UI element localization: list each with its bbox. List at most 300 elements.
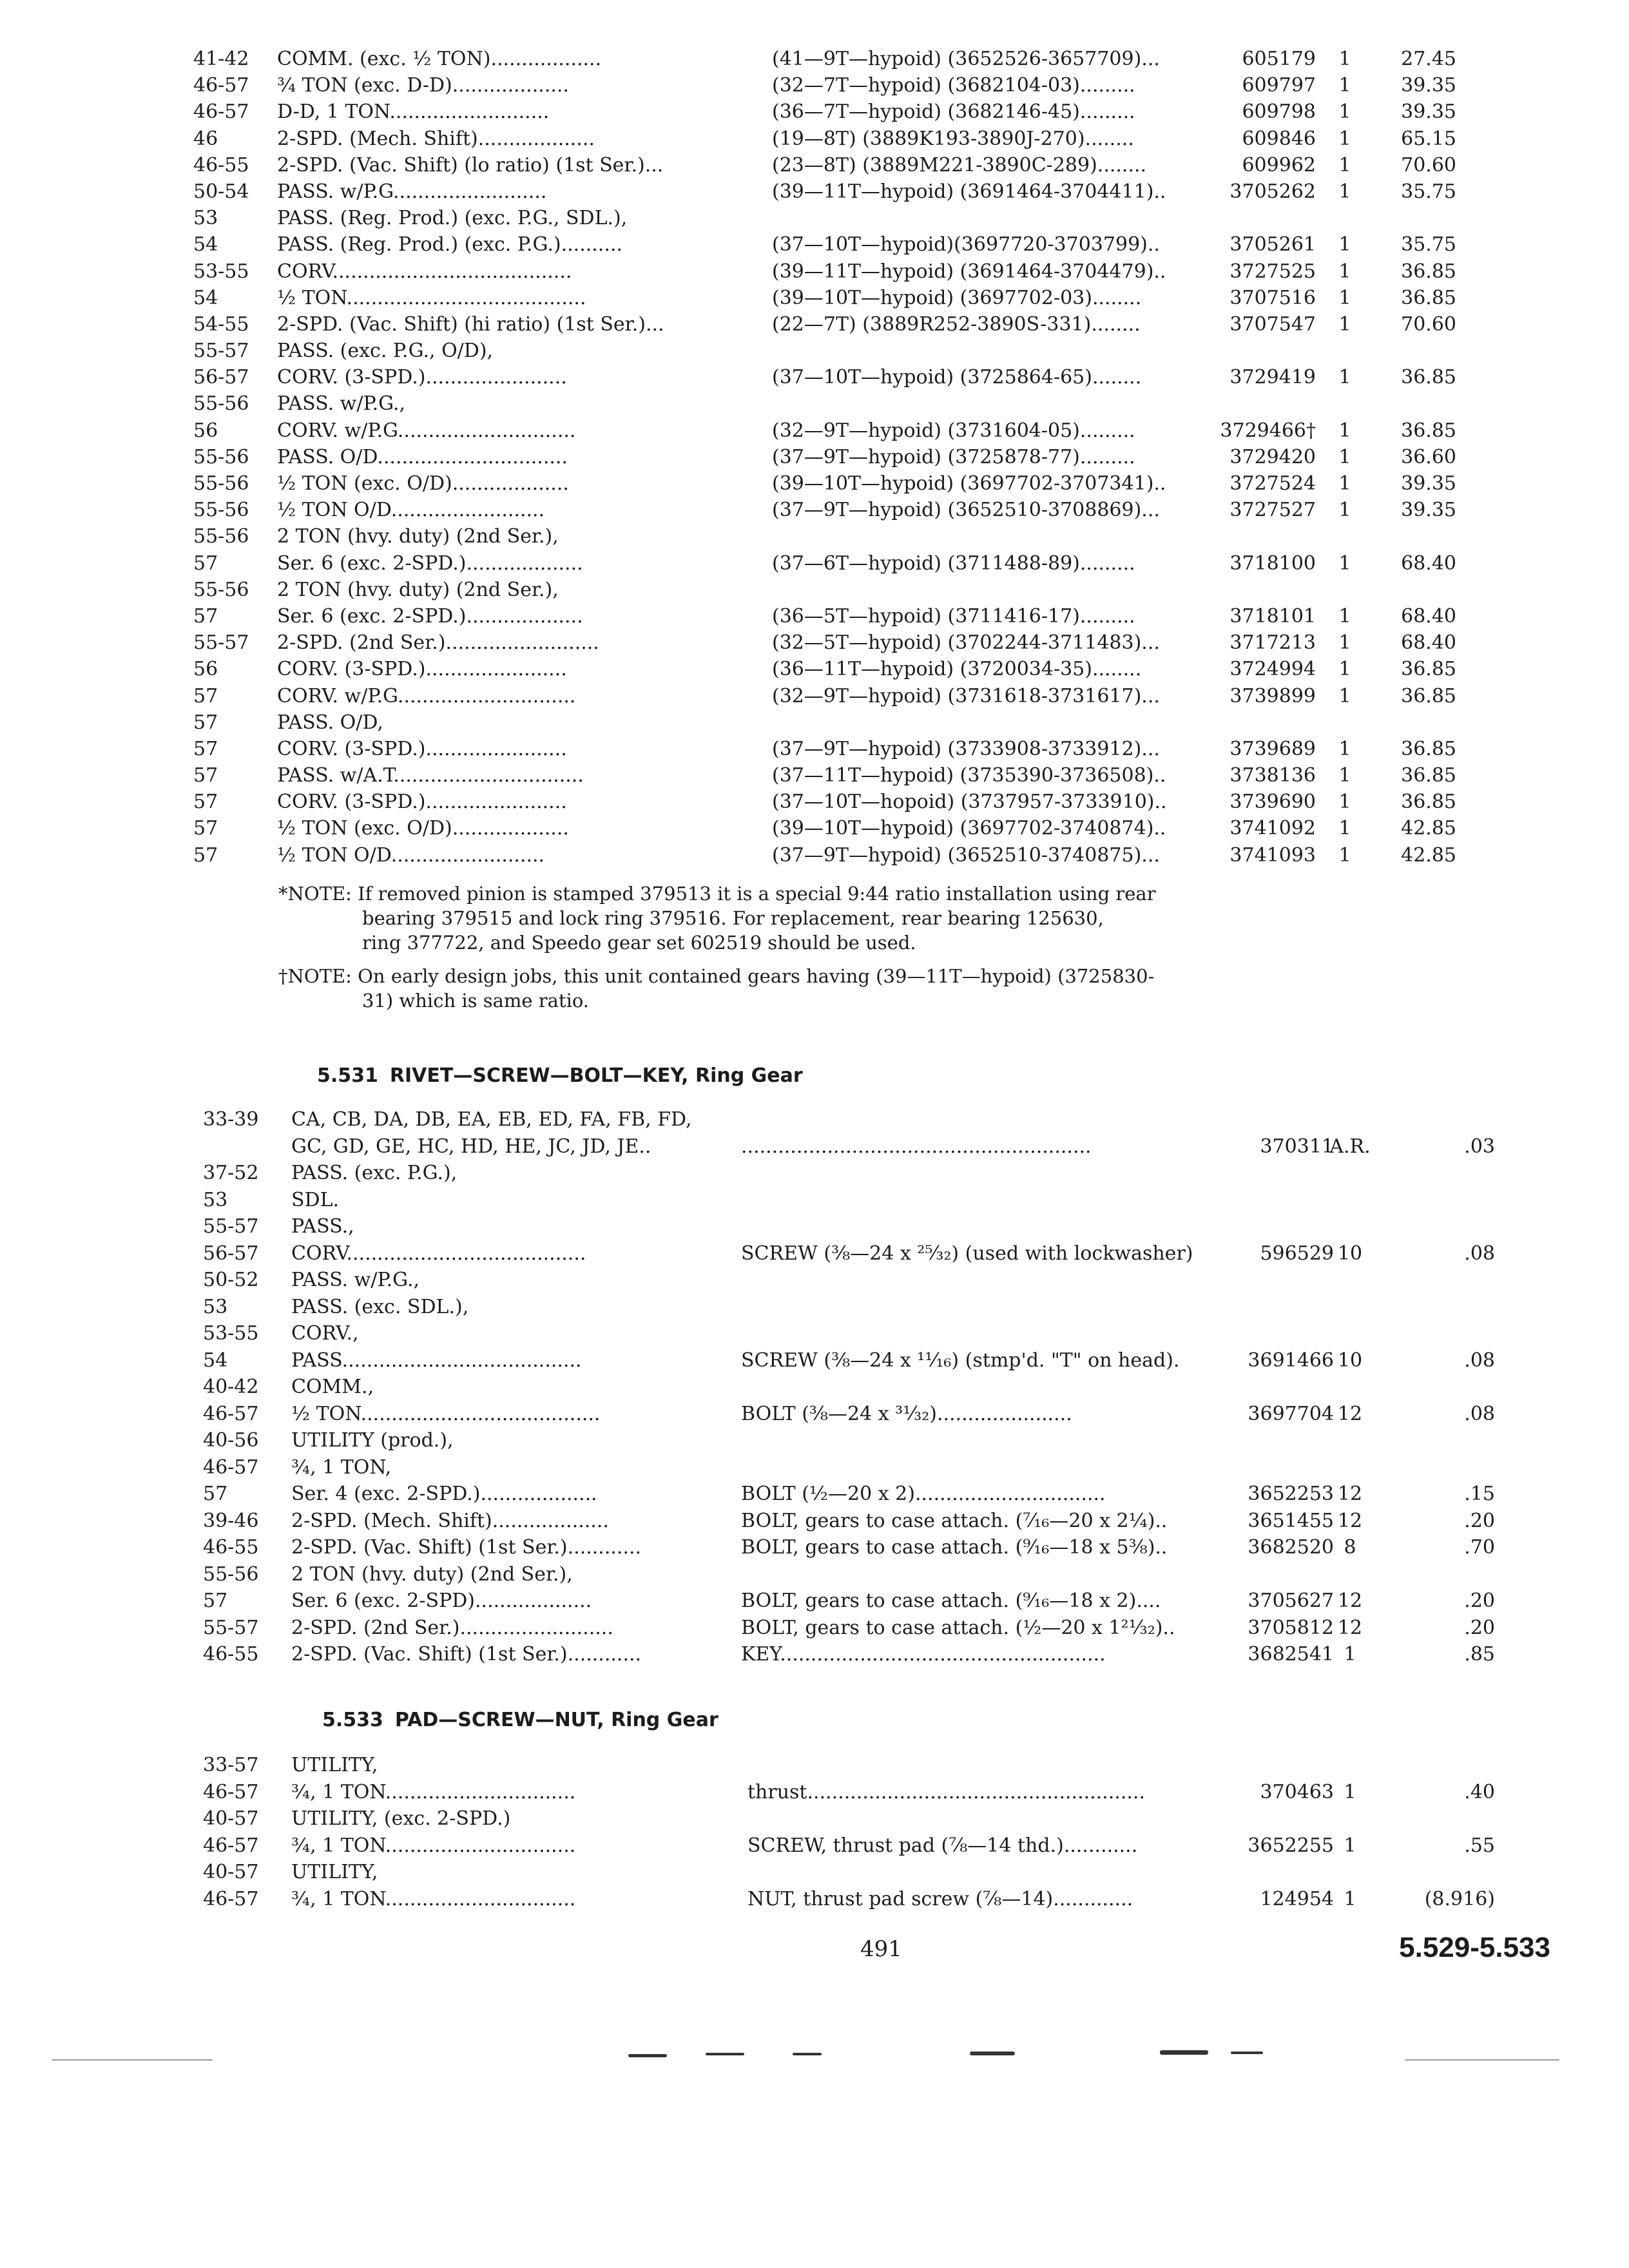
part-description: (37—10T—hypoid) (3725864-65)........ — [772, 366, 1142, 389]
section-533-title: PAD—SCREW—NUT, Ring Gear — [394, 1709, 718, 1731]
table-row — [0, 1806, 1629, 1833]
part-number: 3741092 — [1229, 817, 1316, 840]
model-description: CORV. (3-SPD.)....................... — [277, 737, 567, 760]
part-description: (39—11T—hypoid) (3691464-3704479).. — [772, 260, 1166, 283]
part-number: 3727525 — [1229, 260, 1316, 283]
part-description: ......................................................... — [741, 1135, 1092, 1158]
table-row — [0, 736, 1629, 763]
model-description: 2 TON (hvy. duty) (2nd Ser.), — [277, 578, 559, 601]
part-number: 3729419 — [1229, 366, 1316, 389]
model-description: Ser. 6 (exc. 2-SPD.)................... — [277, 552, 583, 575]
price: .20 — [1464, 1509, 1495, 1532]
table-row — [0, 126, 1629, 153]
year-range: 40-57 — [203, 1861, 259, 1883]
part-number: 3718100 — [1229, 552, 1316, 575]
price: .15 — [1464, 1483, 1495, 1505]
year-range: 33-39 — [203, 1108, 259, 1131]
part-description: (32—7T—hypoid) (3682104-03)......... — [772, 74, 1135, 97]
price: .85 — [1464, 1643, 1495, 1666]
table-row — [0, 1833, 1629, 1860]
part-number: 370311 — [1260, 1135, 1334, 1158]
price: .03 — [1464, 1135, 1495, 1158]
quantity: 1 — [1338, 472, 1351, 495]
part-number: 609846 — [1242, 127, 1316, 150]
year-range: 46-57 — [193, 74, 249, 97]
scan-artifact — [1231, 2052, 1263, 2054]
table-row — [0, 1615, 1629, 1642]
year-range: 57 — [193, 552, 218, 575]
year-range: 57 — [193, 737, 218, 760]
model-description: PASS. w/P.G., — [277, 392, 406, 416]
model-description: Ser. 6 (exc. 2-SPD)................... — [291, 1590, 592, 1612]
part-description: (39—10T—hypoid) (3697702-03)........ — [772, 286, 1142, 309]
model-description: ½ TON O/D......................... — [277, 499, 545, 522]
part-description: (22—7T) (3889R252-3890S-331)........ — [772, 312, 1141, 336]
model-description: ½ TON (exc. O/D)................... — [277, 817, 569, 840]
model-description: 2-SPD. (2nd Ser.)......................... — [291, 1616, 613, 1639]
table-row — [0, 73, 1629, 99]
model-description: UTILITY, — [291, 1754, 378, 1776]
year-range: 54 — [193, 286, 218, 309]
model-description: CORV. (3-SPD.)....................... — [277, 658, 567, 681]
quantity: 1 — [1344, 1780, 1356, 1803]
model-description: ¾, 1 TON............................... — [291, 1780, 576, 1803]
quantity: 1 — [1338, 48, 1351, 70]
section-533-table — [0, 1753, 1629, 1913]
part-description: BOLT (⅜—24 x ³¹⁄₃₂)...................... — [741, 1402, 1072, 1425]
model-description: PASS. w/P.G......................... — [277, 180, 547, 203]
table-row — [0, 1455, 1629, 1482]
model-description: PASS. O/D............................... — [277, 445, 568, 468]
part-description: (32—5T—hypoid) (3702244-3711483)... — [772, 631, 1160, 655]
model-description: PASS. w/A.T............................... — [277, 764, 584, 787]
price: 36.85 — [1401, 658, 1456, 681]
section-531-table — [0, 1107, 1629, 1669]
price: .08 — [1464, 1402, 1495, 1425]
scan-artifact — [628, 2054, 667, 2057]
year-range: 55-56 — [193, 472, 249, 495]
note-1-line-1: *NOTE: If removed pinion is stamped 379513 it is a special 9:44 ratio installation using rear — [278, 883, 1156, 905]
table-row — [0, 285, 1629, 312]
scan-artifact — [52, 2059, 213, 2061]
year-range: 46-57 — [193, 101, 249, 124]
model-description: PASS. (exc. SDL.), — [291, 1295, 469, 1318]
year-range: 57 — [203, 1483, 228, 1505]
model-description: ½ TON (exc. O/D)................... — [277, 472, 569, 495]
part-number: 3727527 — [1229, 499, 1316, 522]
table-row — [0, 816, 1629, 842]
table-row — [0, 630, 1629, 657]
table-row — [0, 710, 1629, 736]
part-number: 3682520 — [1248, 1536, 1334, 1559]
table-row — [0, 843, 1629, 869]
part-description: KEY..................................................... — [741, 1643, 1106, 1666]
year-range: 46-57 — [203, 1834, 259, 1857]
model-description: 2-SPD. (Vac. Shift) (1st Ser.)............ — [291, 1643, 642, 1666]
table-row — [0, 1780, 1629, 1807]
quantity: 1 — [1338, 419, 1351, 442]
model-description: ½ TON O/D......................... — [277, 843, 545, 867]
model-description: CORV. w/P.G............................. — [277, 419, 576, 442]
table-row — [0, 524, 1629, 550]
table-row — [0, 312, 1629, 338]
price: .08 — [1464, 1349, 1495, 1372]
part-description: (23—8T) (3889M221-3890C-289)........ — [772, 153, 1147, 177]
year-range: 46-57 — [203, 1456, 259, 1479]
year-range: 55-57 — [203, 1215, 259, 1238]
part-number: 3652255 — [1248, 1834, 1334, 1857]
year-range: 46 — [193, 127, 218, 150]
table-row — [0, 338, 1629, 365]
model-description: PASS. O/D, — [277, 711, 383, 734]
section-531-title: RIVET—SCREW—BOLT—KEY, Ring Gear — [389, 1064, 803, 1087]
part-description: (37—10T—hopoid) (3737957-3733910).. — [772, 791, 1167, 814]
model-description: CA, CB, DA, DB, EA, EB, ED, FA, FB, FD, — [291, 1108, 692, 1131]
part-description: BOLT, gears to case attach. (⁹⁄₁₆—18 x 2).... — [741, 1590, 1161, 1612]
model-description: PASS. w/P.G., — [291, 1269, 420, 1291]
part-description: NUT, thrust pad screw (⅞—14)............. — [747, 1887, 1133, 1910]
model-description: PASS....................................... — [291, 1349, 582, 1372]
part-number: 370463 — [1260, 1780, 1334, 1803]
model-description: CORV....................................... — [277, 260, 572, 283]
price: .55 — [1464, 1834, 1495, 1857]
year-range: 50-52 — [203, 1269, 259, 1291]
part-description: (36—5T—hypoid) (3711416-17)......... — [772, 604, 1135, 628]
part-description: thrust....................................................... — [747, 1780, 1145, 1803]
part-number: 3697704 — [1248, 1402, 1334, 1425]
year-range: 56 — [193, 658, 218, 681]
part-number: 609797 — [1242, 74, 1316, 97]
price: 39.35 — [1401, 101, 1456, 124]
model-description: GC, GD, GE, HC, HD, HE, JC, JD, JE.. — [291, 1135, 651, 1158]
quantity: 1 — [1338, 791, 1351, 814]
model-description: PASS. (exc. P.G.), — [291, 1162, 458, 1184]
model-description: UTILITY, (exc. 2-SPD.) — [291, 1807, 511, 1830]
quantity: 1 — [1338, 843, 1351, 867]
part-description: (37—9T—hypoid) (3725878-77)......... — [772, 445, 1135, 468]
model-description: CORV. w/P.G............................. — [277, 684, 576, 707]
price: 70.60 — [1401, 312, 1456, 336]
table-row — [0, 1160, 1629, 1187]
model-description: 2-SPD. (Mech. Shift)................... — [291, 1509, 609, 1532]
table-row — [0, 471, 1629, 497]
part-number: 3707547 — [1229, 312, 1316, 336]
section-531-number: 5.531 — [317, 1064, 378, 1087]
table-row — [0, 1294, 1629, 1321]
price: (8.916) — [1424, 1887, 1495, 1910]
model-description: 2 TON (hvy. duty) (2nd Ser.), — [291, 1562, 573, 1586]
year-range: 55-56 — [193, 392, 249, 416]
part-number: 3682541 — [1248, 1643, 1334, 1666]
table-row — [0, 1134, 1629, 1161]
price: 39.35 — [1401, 472, 1456, 495]
part-number: 124954 — [1260, 1887, 1334, 1910]
part-description: SCREW, thrust pad (⅞—14 thd.)............ — [747, 1834, 1138, 1857]
price: 68.40 — [1401, 552, 1456, 575]
table-row — [0, 684, 1629, 710]
model-description: UTILITY, — [291, 1861, 378, 1883]
quantity: 1 — [1344, 1887, 1356, 1910]
section-531-heading — [317, 1064, 803, 1087]
quantity: 1 — [1338, 366, 1351, 389]
price: 36.85 — [1401, 684, 1456, 707]
year-range: 46-55 — [193, 153, 249, 177]
model-description: 2-SPD. (2nd Ser.)......................... — [277, 631, 599, 655]
table-row — [0, 1753, 1629, 1780]
year-range: 56 — [193, 419, 218, 442]
year-range: 53-55 — [203, 1322, 259, 1345]
quantity: 1 — [1338, 312, 1351, 336]
year-range: 54-55 — [193, 312, 249, 336]
part-description: (37—6T—hypoid) (3711488-89)......... — [772, 552, 1135, 575]
part-description: SCREW (⅜—24 x ¹¹⁄₁₆) (stmp'd. "T" on head). — [741, 1349, 1180, 1372]
table-row — [0, 206, 1629, 232]
year-range: 53-55 — [193, 260, 249, 283]
price: 36.60 — [1401, 445, 1456, 468]
price: 39.35 — [1401, 499, 1456, 522]
year-range: 46-57 — [203, 1402, 259, 1425]
part-number: 3705262 — [1229, 180, 1316, 203]
scan-artifact — [1160, 2050, 1208, 2055]
table-row — [0, 99, 1629, 126]
quantity: 1 — [1338, 101, 1351, 124]
model-description: Ser. 4 (exc. 2-SPD.)................... — [291, 1483, 597, 1505]
table-row — [0, 418, 1629, 445]
model-description: PASS. (Reg. Prod.) (exc. P.G., SDL.), — [277, 207, 628, 230]
part-description: (37—9T—hypoid) (3652510-3708869)... — [772, 499, 1160, 522]
part-description: (41—9T—hypoid) (3652526-3657709)... — [772, 48, 1160, 70]
quantity: 1 — [1338, 233, 1351, 256]
year-range: 57 — [193, 791, 218, 814]
price: 42.85 — [1401, 817, 1456, 840]
year-range: 46-55 — [203, 1536, 259, 1559]
year-range: 56-57 — [193, 366, 249, 389]
quantity: 10 — [1337, 1242, 1363, 1265]
table-row — [0, 1107, 1629, 1134]
model-description: ¾, 1 TON, — [291, 1456, 392, 1479]
part-number: 3707516 — [1229, 286, 1316, 309]
price: 36.85 — [1401, 764, 1456, 787]
year-range: 55-56 — [193, 578, 249, 601]
table-row — [0, 497, 1629, 524]
price: 39.35 — [1401, 74, 1456, 97]
part-description: (39—10T—hypoid) (3697702-3740874).. — [772, 817, 1166, 840]
price: 36.85 — [1401, 366, 1456, 389]
part-number: 3651455 — [1248, 1509, 1334, 1532]
model-description: COMM. (exc. ½ TON).................. — [277, 48, 602, 70]
model-description: 2-SPD. (Mech. Shift)................... — [277, 127, 595, 150]
part-number: 3705261 — [1229, 233, 1316, 256]
part-description: (37—11T—hypoid) (3735390-3736508).. — [772, 764, 1166, 787]
year-range: 55-57 — [193, 340, 249, 363]
price: .70 — [1464, 1536, 1495, 1559]
part-description: (37—9T—hypoid) (3733908-3733912)... — [772, 737, 1160, 760]
quantity: 1 — [1338, 499, 1351, 522]
table-row — [0, 1267, 1629, 1294]
part-description: BOLT, gears to case attach. (⁹⁄₁₆—18 x 5⅜).. — [741, 1536, 1168, 1559]
year-range: 57 — [193, 684, 218, 707]
section-range: 5.529-5.533 — [1399, 1932, 1550, 1963]
model-description: UTILITY (prod.), — [291, 1429, 454, 1452]
page-number: 491 — [860, 1936, 902, 1962]
quantity: 1 — [1344, 1643, 1356, 1666]
quantity: 1 — [1338, 445, 1351, 468]
year-range: 46-57 — [203, 1780, 259, 1803]
part-number: 3729466† — [1220, 419, 1316, 442]
price: 70.60 — [1401, 153, 1456, 177]
model-description: ¾, 1 TON............................... — [291, 1834, 576, 1857]
model-description: COMM., — [291, 1376, 374, 1398]
year-range: 57 — [193, 604, 218, 628]
part-description: (32—9T—hypoid) (3731618-3731617)... — [772, 684, 1160, 707]
quantity: 12 — [1337, 1590, 1363, 1612]
table-row — [0, 1348, 1629, 1375]
price: 65.15 — [1401, 127, 1456, 150]
quantity: 1 — [1338, 684, 1351, 707]
table-row — [0, 1508, 1629, 1535]
part-number: 3727524 — [1229, 472, 1316, 495]
part-number: 596529 — [1260, 1242, 1334, 1265]
model-description: D-D, 1 TON.......................... — [277, 101, 550, 124]
year-range: 33-57 — [203, 1754, 259, 1776]
price: 36.85 — [1401, 286, 1456, 309]
year-range: 57 — [193, 843, 218, 867]
quantity: 1 — [1338, 180, 1351, 203]
quantity: 1 — [1338, 74, 1351, 97]
table-row — [0, 763, 1629, 789]
quantity: 1 — [1344, 1834, 1356, 1857]
part-number: 3705812 — [1248, 1616, 1334, 1639]
section-533-heading — [322, 1709, 718, 1731]
quantity: 1 — [1338, 153, 1351, 177]
quantity: 12 — [1337, 1483, 1363, 1505]
quantity: 1 — [1338, 127, 1351, 150]
note-1-line-2: bearing 379515 and lock ring 379516. For replacement, rear bearing 125630, — [362, 907, 1104, 929]
table-row — [0, 46, 1629, 73]
quantity: 12 — [1337, 1402, 1363, 1425]
table-row — [0, 1535, 1629, 1562]
quantity: 12 — [1337, 1616, 1363, 1639]
model-description: CORV....................................... — [291, 1242, 586, 1265]
part-number: 3741093 — [1229, 843, 1316, 867]
year-range: 50-54 — [193, 180, 249, 203]
table-row — [0, 604, 1629, 630]
model-description: ¾ TON (exc. D-D)................... — [277, 74, 569, 97]
price: 36.85 — [1401, 419, 1456, 442]
year-range: 55-57 — [203, 1616, 259, 1639]
year-range: 53 — [193, 207, 218, 230]
price: .20 — [1464, 1616, 1495, 1639]
quantity: 12 — [1337, 1509, 1363, 1532]
table-row — [0, 1642, 1629, 1669]
part-description: (19—8T) (3889K193-3890J-270)........ — [772, 127, 1134, 150]
table-row — [0, 1481, 1629, 1508]
part-description: (39—11T—hypoid) (3691464-3704411).. — [772, 180, 1166, 203]
table-row — [0, 551, 1629, 577]
model-description: PASS. (Reg. Prod.) (exc. P.G.).......... — [277, 233, 622, 256]
table-row — [0, 1860, 1629, 1887]
part-description: (36—11T—hypoid) (3720034-35)........ — [772, 658, 1142, 681]
year-range: 41-42 — [193, 48, 249, 70]
model-description: 2-SPD. (Vac. Shift) (1st Ser.)............ — [291, 1536, 642, 1559]
table-row — [0, 1588, 1629, 1615]
quantity: 1 — [1338, 764, 1351, 787]
quantity: 1 — [1338, 552, 1351, 575]
price: 36.85 — [1401, 791, 1456, 814]
part-number: 3691466 — [1248, 1349, 1334, 1372]
table-row — [0, 1887, 1629, 1914]
part-number: 609798 — [1242, 101, 1316, 124]
year-range: 46-57 — [203, 1887, 259, 1910]
quantity: 1 — [1338, 631, 1351, 655]
table-row — [0, 179, 1629, 206]
part-description: BOLT (½—20 x 2)............................... — [741, 1483, 1106, 1505]
table-row — [0, 232, 1629, 258]
table-row — [0, 657, 1629, 683]
price: 68.40 — [1401, 631, 1456, 655]
model-description: ¾, 1 TON............................... — [291, 1887, 576, 1910]
year-range: 54 — [193, 233, 218, 256]
price: 68.40 — [1401, 604, 1456, 628]
model-description: 2 TON (hvy. duty) (2nd Ser.), — [277, 525, 559, 548]
model-description: PASS. (exc. P.G., O/D), — [277, 340, 494, 363]
price: .08 — [1464, 1242, 1495, 1265]
year-range: 53 — [203, 1188, 228, 1211]
table-row — [0, 1428, 1629, 1455]
price: 27.45 — [1401, 48, 1456, 70]
table-row — [0, 1214, 1629, 1241]
year-range: 55-57 — [193, 631, 249, 655]
model-description: CORV., — [291, 1322, 359, 1345]
table-row — [0, 259, 1629, 285]
part-description: (36—7T—hypoid) (3682146-45)......... — [772, 101, 1135, 124]
model-description: 2-SPD. (Vac. Shift) (hi ratio) (1st Ser.)... — [277, 312, 664, 336]
year-range: 37-52 — [203, 1162, 259, 1184]
quantity: 1 — [1338, 658, 1351, 681]
year-range: 40-42 — [203, 1376, 259, 1398]
price: 35.75 — [1401, 180, 1456, 203]
table-row — [0, 445, 1629, 471]
price: 36.85 — [1401, 260, 1456, 283]
table-row — [0, 1241, 1629, 1268]
table-row — [0, 789, 1629, 816]
note-2-line-2: 31) which is same ratio. — [362, 990, 590, 1012]
table-row — [0, 1187, 1629, 1215]
table-row — [0, 1374, 1629, 1401]
part-number: 3724994 — [1229, 658, 1316, 681]
part-number: 3739899 — [1229, 684, 1316, 707]
table-row — [0, 577, 1629, 604]
part-description: (32—9T—hypoid) (3731604-05)......... — [772, 419, 1135, 442]
year-range: 55-56 — [203, 1562, 259, 1586]
table-row — [0, 391, 1629, 418]
year-range: 55-56 — [193, 525, 249, 548]
year-range: 56-57 — [203, 1242, 259, 1265]
year-range: 39-46 — [203, 1509, 259, 1532]
part-number: 3739689 — [1229, 737, 1316, 760]
year-range: 57 — [193, 711, 218, 734]
part-number: 3729420 — [1229, 445, 1316, 468]
part-number: 3717213 — [1229, 631, 1316, 655]
model-description: ½ TON....................................... — [277, 286, 586, 309]
quantity: 1 — [1338, 286, 1351, 309]
part-number: 3739690 — [1229, 791, 1316, 814]
model-description: CORV. (3-SPD.)....................... — [277, 791, 567, 814]
table-row — [0, 1401, 1629, 1428]
model-description: Ser. 6 (exc. 2-SPD.)................... — [277, 604, 583, 628]
year-range: 46-55 — [203, 1643, 259, 1666]
price: 35.75 — [1401, 233, 1456, 256]
